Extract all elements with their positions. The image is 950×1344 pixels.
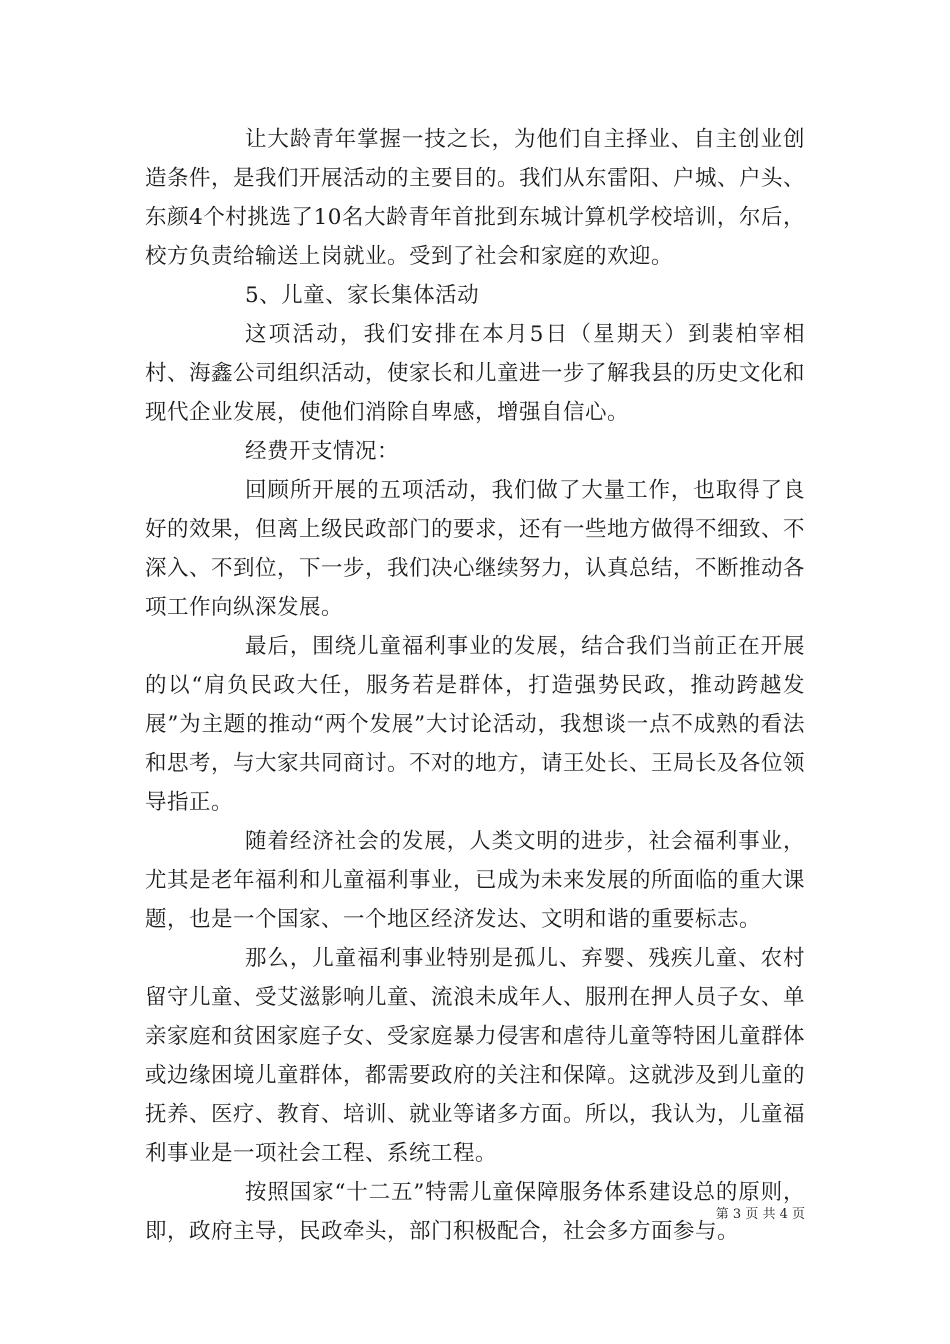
- section-heading-expenses: 经费开支情况：: [245, 439, 400, 464]
- section-heading-family-activity: 5、儿童、家长集体活动: [245, 283, 480, 308]
- paragraph-family-activity: 这项活动，我们安排在本月5日（星期天）到裴柏宰相村、海鑫公司组织活动，使家长和儿童进一步了解我县的历史文化和现代企业发展，使他们消除自卑感，增强自信心。: [145, 322, 806, 425]
- document-body: [145, 120, 805, 1251]
- paragraph-review: 回顾所开展的五项活动，我们做了大量工作，也取得了良好的效果，但离上级民政部门的要求，还有一些地方做得不细致、不深入、不到位，下一步，我们决心继续努力，认真总结，不断推动各项工作向纵深发展。: [145, 478, 806, 620]
- paragraph-training-youth: 让大龄青年掌握一技之长，为他们自主择业、自主创业创造条件，是我们开展活动的主要目的。我们从东雷阳、户城、户头、东颜4个村挑选了10名大龄青年首批到东城计算机学校培训，尔后，校方负责给输送上岗就业。受到了社会和家庭的欢迎。: [145, 127, 806, 269]
- paragraph-social-welfare: 随着经济社会的发展，人类文明的进步，社会福利事业，尤其是老年福利和儿童福利事业，已成为未来发展的所面临的重大课题，也是一个国家、一个地区经济发达、文明和谐的重要标志。: [145, 829, 806, 932]
- paragraph-child-welfare: 那么，儿童福利事业特别是孤儿、弃婴、残疾儿童、农村留守儿童、受艾滋影响儿童、流浪未成年人、服刑在押人员子女、单亲家庭和贫困家庭子女、受家庭暴力侵害和虐待儿童等特困儿童群体或边缘困境儿童群体，都需要政府的关注和保障。这就涉及到儿童的抚养、医疗、教育、培训、就业等诸多方面。所以，我认为，儿童福利事业是一项社会工程、系统工程。: [145, 946, 806, 1166]
- paragraph-conclusion: 最后，围绕儿童福利事业的发展，结合我们当前正在开展的以“肩负民政大任，服务若是群体，打造强势民政，推动跨越发展”为主题的推动“两个发展”大讨论活动，我想谈一点不成熟的看法和思考，与大家共同商讨。不对的地方，请王处长、王局长及各位领导指正。: [145, 634, 806, 815]
- page-number-footer: 第 3 页 共 4 页: [715, 1207, 805, 1222]
- paragraph-principles: 按照国家“十二五”特需儿童保障服务体系建设总的原则，即，政府主导，民政牵头，部门积极配合，社会多方面参与。: [145, 1180, 805, 1244]
